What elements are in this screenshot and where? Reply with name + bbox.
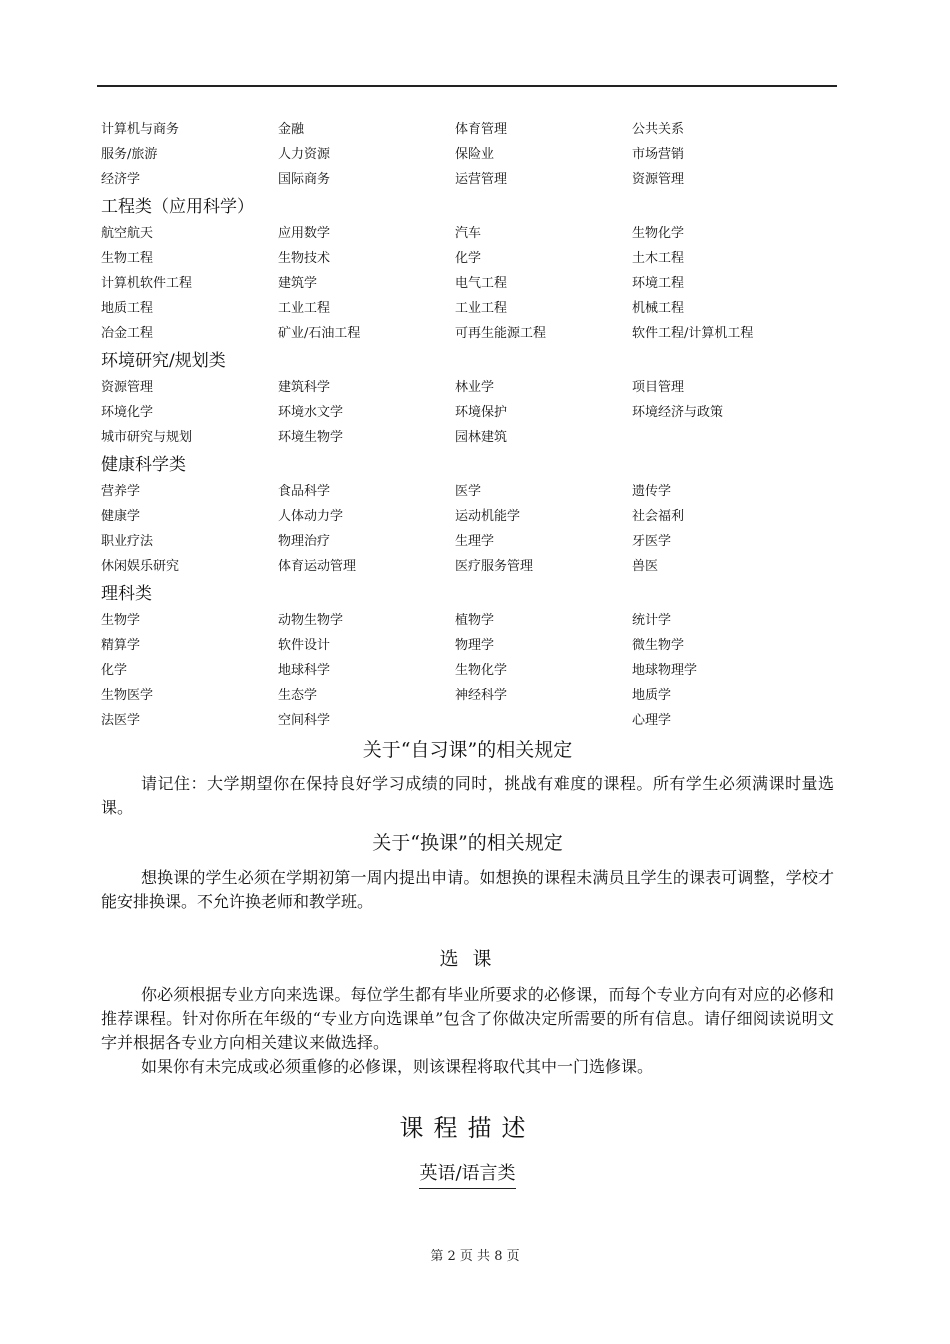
major-cell: 生物化学 [632,226,685,241]
major-cell: 化学 [101,663,128,678]
major-cell: 生理学 [455,534,495,549]
major-cell: 资源管理 [632,172,685,187]
major-cell: 生物学 [101,613,141,628]
major-cell: 环境保护 [455,405,508,420]
major-cell: 医疗服务管理 [455,559,534,574]
major-cell: 健康学 [101,509,141,524]
major-cell: 物理学 [455,638,495,653]
course-selection-title: 选 课 [439,948,496,970]
major-cell: 市场营销 [632,147,685,162]
major-cell: 经济学 [101,172,141,187]
engineering-major-grid [101,221,834,346]
major-cell: 兽医 [632,559,659,574]
major-cell: 生态学 [278,688,318,703]
major-cell: 环境化学 [101,405,154,420]
major-cell: 林业学 [455,380,495,395]
major-cell: 环境经济与政策 [632,405,724,420]
major-cell: 物理治疗 [278,534,331,549]
major-cell: 地球科学 [278,663,331,678]
course-selection-note: 如果你有未完成或必须重修的必修课，则该课程将取代其中一门选修课。 [141,1057,654,1076]
category-heading-health: 健康科学类 [101,455,186,475]
major-cell: 营养学 [101,484,141,499]
course-description-subtitle: 英语/语言类 [419,1161,515,1189]
major-cell: 社会福利 [632,509,685,524]
major-cell: 统计学 [632,613,672,628]
major-cell: 法医学 [101,713,141,728]
major-cell: 医学 [455,484,482,499]
major-cell: 运动机能学 [455,509,521,524]
major-cell: 公共关系 [632,122,685,137]
course-description-subtitle-wrap [101,1161,834,1189]
major-cell: 软件设计 [278,638,331,653]
major-cell: 植物学 [455,613,495,628]
major-cell: 体育运动管理 [278,559,357,574]
major-cell: 保险业 [455,147,495,162]
course-change-title: 关于“换课”的相关规定 [372,832,563,854]
major-cell: 矿业/石油工程 [278,326,361,341]
major-cell: 土木工程 [632,251,685,266]
major-cell: 心理学 [632,713,672,728]
major-cell: 动物生物学 [278,613,344,628]
major-cell: 化学 [455,251,482,266]
major-cell: 电气工程 [455,276,508,291]
major-cell: 食品科学 [278,484,331,499]
major-cell: 项目管理 [632,380,685,395]
major-cell: 空间科学 [278,713,331,728]
major-cell: 可再生能源工程 [455,326,547,341]
major-cell: 地球物理学 [632,663,698,678]
major-cell: 精算学 [101,638,141,653]
major-cell: 工业工程 [455,301,508,316]
page-content [101,117,834,1189]
header-rule [97,85,837,87]
major-cell: 服务/旅游 [101,147,158,162]
major-cell: 职业疗法 [101,534,154,549]
course-change-body: 想换课的学生必须在学期初第一周内提出申请。如想换的课程未满员且学生的课表可调整，学校才能安排换课。不允许换老师和教学班。 [101,868,834,911]
major-cell: 人体动力学 [278,509,344,524]
major-cell: 微生物学 [632,638,685,653]
category-heading-engineering: 工程类（应用科学） [101,197,254,217]
major-cell: 计算机软件工程 [101,276,193,291]
major-cell: 航空航天 [101,226,154,241]
major-cell: 体育管理 [455,122,508,137]
major-cell: 环境水文学 [278,405,344,420]
page-number: 第 2 页 共 8 页 [430,1249,520,1264]
major-cell: 资源管理 [101,380,154,395]
major-cell: 地质学 [632,688,672,703]
major-cell: 建筑学 [278,276,318,291]
science-major-grid [101,608,834,733]
health-major-grid [101,479,834,579]
major-cell: 计算机与商务 [101,122,180,137]
major-cell: 金融 [278,122,305,137]
major-cell: 环境工程 [632,276,685,291]
major-cell: 神经科学 [455,688,508,703]
major-cell: 建筑科学 [278,380,331,395]
environment-major-grid [101,375,834,450]
study-hall-body: 请记住：大学期望你在保持良好学习成绩的同时，挑战有难度的课程。所有学生必须满课时量选课。 [101,774,834,817]
major-cell: 运营管理 [455,172,508,187]
major-cell: 工业工程 [278,301,331,316]
major-cell: 遗传学 [632,484,672,499]
major-cell: 生物工程 [101,251,154,266]
major-cell: 软件工程/计算机工程 [632,326,754,341]
category-heading-environment: 环境研究/规划类 [101,351,226,371]
major-cell: 人力资源 [278,147,331,162]
major-cell: 生物医学 [101,688,154,703]
major-cell: 应用数学 [278,226,331,241]
major-cell: 冶金工程 [101,326,154,341]
major-cell: 生物技术 [278,251,331,266]
major-cell: 地质工程 [101,301,154,316]
major-cell [455,708,632,733]
major-cell: 国际商务 [278,172,331,187]
major-cell: 牙医学 [632,534,672,549]
top-major-grid [101,117,834,192]
study-hall-title: 关于“自习课”的相关规定 [362,739,573,761]
major-cell: 园林建筑 [455,430,508,445]
major-cell: 环境生物学 [278,430,344,445]
major-cell: 汽车 [455,226,482,241]
course-selection-body: 你必须根据专业方向来选课。每位学生都有毕业所要求的必修课，而每个专业方向有对应的必修和推荐课程。针对你所在年级的“专业方向选课单”包含了你做决定所需要的所有信息。请仔细阅读说明文字并根据各专业方向相关建议来做选择。 [101,985,834,1052]
course-description-title: 课程描述 [399,1114,536,1142]
major-cell: 生物化学 [455,663,508,678]
major-cell: 城市研究与规划 [101,430,193,445]
major-cell: 机械工程 [632,301,685,316]
major-cell: 休闲娱乐研究 [101,559,180,574]
category-heading-science: 理科类 [101,584,152,604]
major-cell [632,425,834,450]
